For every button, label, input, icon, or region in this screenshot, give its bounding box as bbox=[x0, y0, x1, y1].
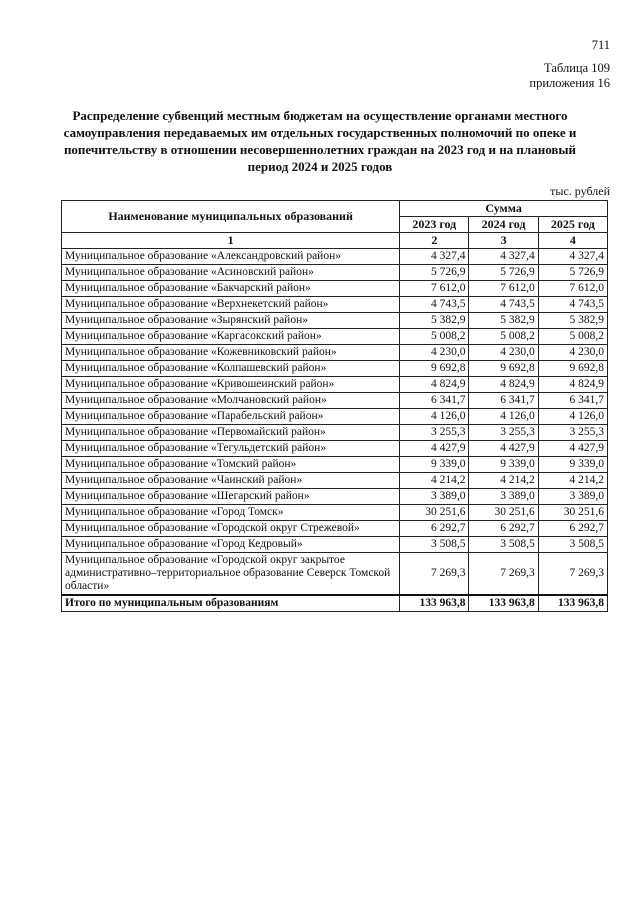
municipality-name: Муниципальное образование «Зырянский район» bbox=[62, 313, 400, 329]
total-label: Итого по муниципальным образованиям bbox=[62, 595, 400, 612]
value-2025: 3 255,3 bbox=[538, 425, 607, 441]
municipality-name: Муниципальное образование «Кожевниковский район» bbox=[62, 345, 400, 361]
value-2024: 4 214,2 bbox=[469, 473, 538, 489]
value-2023: 4 824,9 bbox=[400, 377, 469, 393]
value-2023: 5 726,9 bbox=[400, 265, 469, 281]
value-2024: 7 612,0 bbox=[469, 281, 538, 297]
value-2024: 3 508,5 bbox=[469, 537, 538, 553]
units-label: тыс. рублей bbox=[550, 184, 610, 198]
column-index: 1 bbox=[62, 233, 400, 249]
table-row bbox=[62, 329, 608, 345]
header-row bbox=[62, 201, 608, 217]
column-index: 3 bbox=[469, 233, 538, 249]
value-2025: 30 251,6 bbox=[538, 505, 607, 521]
value-2025: 5 382,9 bbox=[538, 313, 607, 329]
value-2025: 4 743,5 bbox=[538, 297, 607, 313]
municipality-name: Муниципальное образование «Городской округ Стрежевой» bbox=[62, 521, 400, 537]
table-row bbox=[62, 553, 608, 596]
value-2023: 3 508,5 bbox=[400, 537, 469, 553]
value-2024: 6 341,7 bbox=[469, 393, 538, 409]
table-row bbox=[62, 505, 608, 521]
value-2025: 3 389,0 bbox=[538, 489, 607, 505]
municipality-name: Муниципальное образование «Парабельский район» bbox=[62, 409, 400, 425]
total-2025: 133 963,8 bbox=[538, 595, 607, 612]
value-2025: 4 230,0 bbox=[538, 345, 607, 361]
value-2025: 7 612,0 bbox=[538, 281, 607, 297]
value-2024: 4 230,0 bbox=[469, 345, 538, 361]
table-row bbox=[62, 345, 608, 361]
value-2023: 9 339,0 bbox=[400, 457, 469, 473]
value-2024: 4 743,5 bbox=[469, 297, 538, 313]
table-reference bbox=[529, 61, 610, 91]
value-2023: 3 255,3 bbox=[400, 425, 469, 441]
value-2025: 6 341,7 bbox=[538, 393, 607, 409]
value-2025: 4 824,9 bbox=[538, 377, 607, 393]
value-2025: 5 008,2 bbox=[538, 329, 607, 345]
value-2024: 9 692,8 bbox=[469, 361, 538, 377]
value-2024: 4 126,0 bbox=[469, 409, 538, 425]
column-index-row bbox=[62, 233, 608, 249]
municipality-name: Муниципальное образование «Городской округ закрытое административно–территориальное образование Северск Томской области» bbox=[62, 553, 400, 596]
value-2023: 3 389,0 bbox=[400, 489, 469, 505]
table-number: Таблица 109 bbox=[544, 61, 610, 75]
value-2025: 9 692,8 bbox=[538, 361, 607, 377]
value-2023: 6 292,7 bbox=[400, 521, 469, 537]
value-2025: 9 339,0 bbox=[538, 457, 607, 473]
value-2024: 5 726,9 bbox=[469, 265, 538, 281]
value-2024: 4 824,9 bbox=[469, 377, 538, 393]
municipality-name: Муниципальное образование «Первомайский район» bbox=[62, 425, 400, 441]
subsidy-table bbox=[61, 200, 608, 612]
municipality-name: Муниципальное образование «Колпашевский район» bbox=[62, 361, 400, 377]
table-body bbox=[62, 249, 608, 596]
value-2025: 7 269,3 bbox=[538, 553, 607, 596]
page-number: 711 bbox=[591, 38, 610, 52]
value-2024: 9 339,0 bbox=[469, 457, 538, 473]
value-2024: 5 008,2 bbox=[469, 329, 538, 345]
table-row bbox=[62, 281, 608, 297]
municipality-name: Муниципальное образование «Шегарский район» bbox=[62, 489, 400, 505]
value-2024: 4 327,4 bbox=[469, 249, 538, 265]
value-2025: 4 214,2 bbox=[538, 473, 607, 489]
municipality-name: Муниципальное образование «Каргасокский район» bbox=[62, 329, 400, 345]
value-2023: 5 008,2 bbox=[400, 329, 469, 345]
municipality-name: Муниципальное образование «Александровский район» bbox=[62, 249, 400, 265]
value-2024: 5 382,9 bbox=[469, 313, 538, 329]
total-2024: 133 963,8 bbox=[469, 595, 538, 612]
value-2023: 9 692,8 bbox=[400, 361, 469, 377]
value-2024: 4 427,9 bbox=[469, 441, 538, 457]
header-year-2025: 2025 год bbox=[538, 217, 607, 233]
value-2023: 4 126,0 bbox=[400, 409, 469, 425]
municipality-name: Муниципальное образование «Бакчарский район» bbox=[62, 281, 400, 297]
municipality-name: Муниципальное образование «Томский район» bbox=[62, 457, 400, 473]
table-row bbox=[62, 473, 608, 489]
value-2025: 4 427,9 bbox=[538, 441, 607, 457]
value-2023: 4 427,9 bbox=[400, 441, 469, 457]
total-row bbox=[62, 595, 608, 612]
header-name: Наименование муниципальных образований bbox=[62, 201, 400, 233]
value-2024: 3 389,0 bbox=[469, 489, 538, 505]
table-row bbox=[62, 537, 608, 553]
municipality-name: Муниципальное образование «Молчановский район» bbox=[62, 393, 400, 409]
value-2024: 3 255,3 bbox=[469, 425, 538, 441]
table-row bbox=[62, 409, 608, 425]
municipality-name: Муниципальное образование «Тегульдетский район» bbox=[62, 441, 400, 457]
header-sum: Сумма bbox=[400, 201, 608, 217]
column-index: 2 bbox=[400, 233, 469, 249]
table-row bbox=[62, 249, 608, 265]
value-2023: 7 612,0 bbox=[400, 281, 469, 297]
table-row bbox=[62, 425, 608, 441]
value-2023: 7 269,3 bbox=[400, 553, 469, 596]
table-row bbox=[62, 457, 608, 473]
municipality-name: Муниципальное образование «Город Кедровый» bbox=[62, 537, 400, 553]
municipality-name: Муниципальное образование «Асиновский район» bbox=[62, 265, 400, 281]
table-row bbox=[62, 361, 608, 377]
table-row bbox=[62, 297, 608, 313]
table-row bbox=[62, 393, 608, 409]
value-2023: 30 251,6 bbox=[400, 505, 469, 521]
value-2023: 4 327,4 bbox=[400, 249, 469, 265]
value-2025: 3 508,5 bbox=[538, 537, 607, 553]
value-2023: 4 230,0 bbox=[400, 345, 469, 361]
value-2023: 6 341,7 bbox=[400, 393, 469, 409]
value-2025: 5 726,9 bbox=[538, 265, 607, 281]
total-2023: 133 963,8 bbox=[400, 595, 469, 612]
value-2024: 7 269,3 bbox=[469, 553, 538, 596]
table-row bbox=[62, 441, 608, 457]
value-2023: 4 214,2 bbox=[400, 473, 469, 489]
value-2023: 5 382,9 bbox=[400, 313, 469, 329]
value-2024: 6 292,7 bbox=[469, 521, 538, 537]
table-row bbox=[62, 521, 608, 537]
value-2025: 4 327,4 bbox=[538, 249, 607, 265]
table-row bbox=[62, 489, 608, 505]
municipality-name: Муниципальное образование «Верхнекетский район» bbox=[62, 297, 400, 313]
header-year-2023: 2023 год bbox=[400, 217, 469, 233]
municipality-name: Муниципальное образование «Город Томск» bbox=[62, 505, 400, 521]
value-2024: 30 251,6 bbox=[469, 505, 538, 521]
value-2025: 4 126,0 bbox=[538, 409, 607, 425]
table-row bbox=[62, 265, 608, 281]
value-2025: 6 292,7 bbox=[538, 521, 607, 537]
municipality-name: Муниципальное образование «Чаинский район» bbox=[62, 473, 400, 489]
column-index: 4 bbox=[538, 233, 607, 249]
appendix-number: приложения 16 bbox=[529, 76, 610, 90]
municipality-name: Муниципальное образование «Кривошеинский район» bbox=[62, 377, 400, 393]
header-year-2024: 2024 год bbox=[469, 217, 538, 233]
value-2023: 4 743,5 bbox=[400, 297, 469, 313]
document-title: Распределение субвенций местным бюджетам на осуществление органами местного самоуправления передаваемых им отдельных государственных полномочий по опеке и попечительству в отношении несовершеннолетних граждан на 2023 год и на плановый период 2024 и 2025 годов bbox=[63, 108, 577, 174]
table-row bbox=[62, 377, 608, 393]
table-row bbox=[62, 313, 608, 329]
